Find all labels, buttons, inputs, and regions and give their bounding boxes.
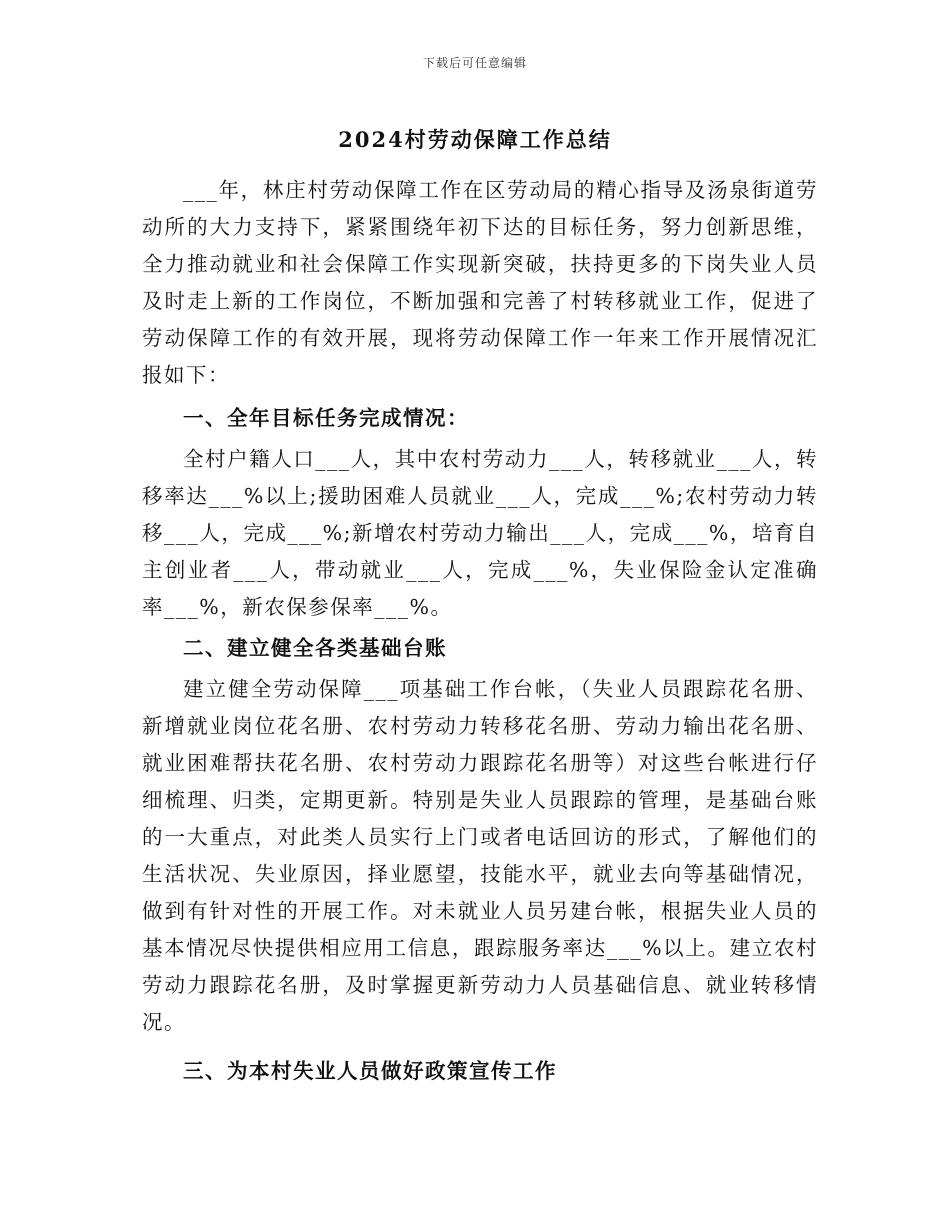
section-body-2: 建立健全劳动保障___项基础工作台帐，（失业人员跟踪花名册、新增就业岗位花名册、农村劳动力转移花名册、劳动力输出花名册、就业困难帮扶花名册、农村劳动力跟踪花名册等）对这些台帐进行仔细梳理、归类，定期更新。特别是失业人员跟踪的管理，是基础台账的一大重点，对此类人员实行上门或者电话回访的形式，了解他们的生活状况、失业原因，择业愿望，技能水平，就业去向等基础情况，做到有针对性的开展工作。对未就业人员另建台帐，根据失业人员的基本情况尽快提供相应用工信息，跟踪服务率达___%以上。建立农村劳动力跟踪花名册，及时掌握更新劳动力人员基础信息、就业转移情况。 xyxy=(142,677,818,1034)
section-body-1: 全村户籍人口___人，其中农村劳动力___人，转移就业___人，转移率达___%以上;援助困难人员就业___人，完成___%;农村劳动力转移___人，完成___%;新增农村劳动力输出___人，完成___%，培育自主创业者___人，带动就业___人，完成___%，失业保险金认定准确率___%，新农保参保率___%。 xyxy=(142,447,818,619)
header-note: 下载后可任意编辑 xyxy=(422,56,527,70)
document-title: 2024村劳动保障工作总结 xyxy=(338,127,612,152)
document-body xyxy=(142,172,818,1090)
intro-paragraph: ___年，林庄村劳动保障工作在区劳动局的精心指导及汤泉街道劳动所的大力支持下，紧紧围绕年初下达的目标任务，努力创新思维，全力推动就业和社会保障工作实现新突破，扶持更多的下岗失业人员及时走上新的工作岗位，不断加强和完善了村转移就业工作，促进了劳动保障工作的有效开展，现将劳动保障工作一年来工作开展情况汇报如下： xyxy=(142,178,818,387)
section-heading-3: 三、为本村失业人员做好政策宣传工作 xyxy=(183,1059,557,1083)
section-heading-2: 二、建立健全各类基础台账 xyxy=(183,636,447,660)
section-heading-1: 一、全年目标任务完成情况： xyxy=(183,406,469,430)
